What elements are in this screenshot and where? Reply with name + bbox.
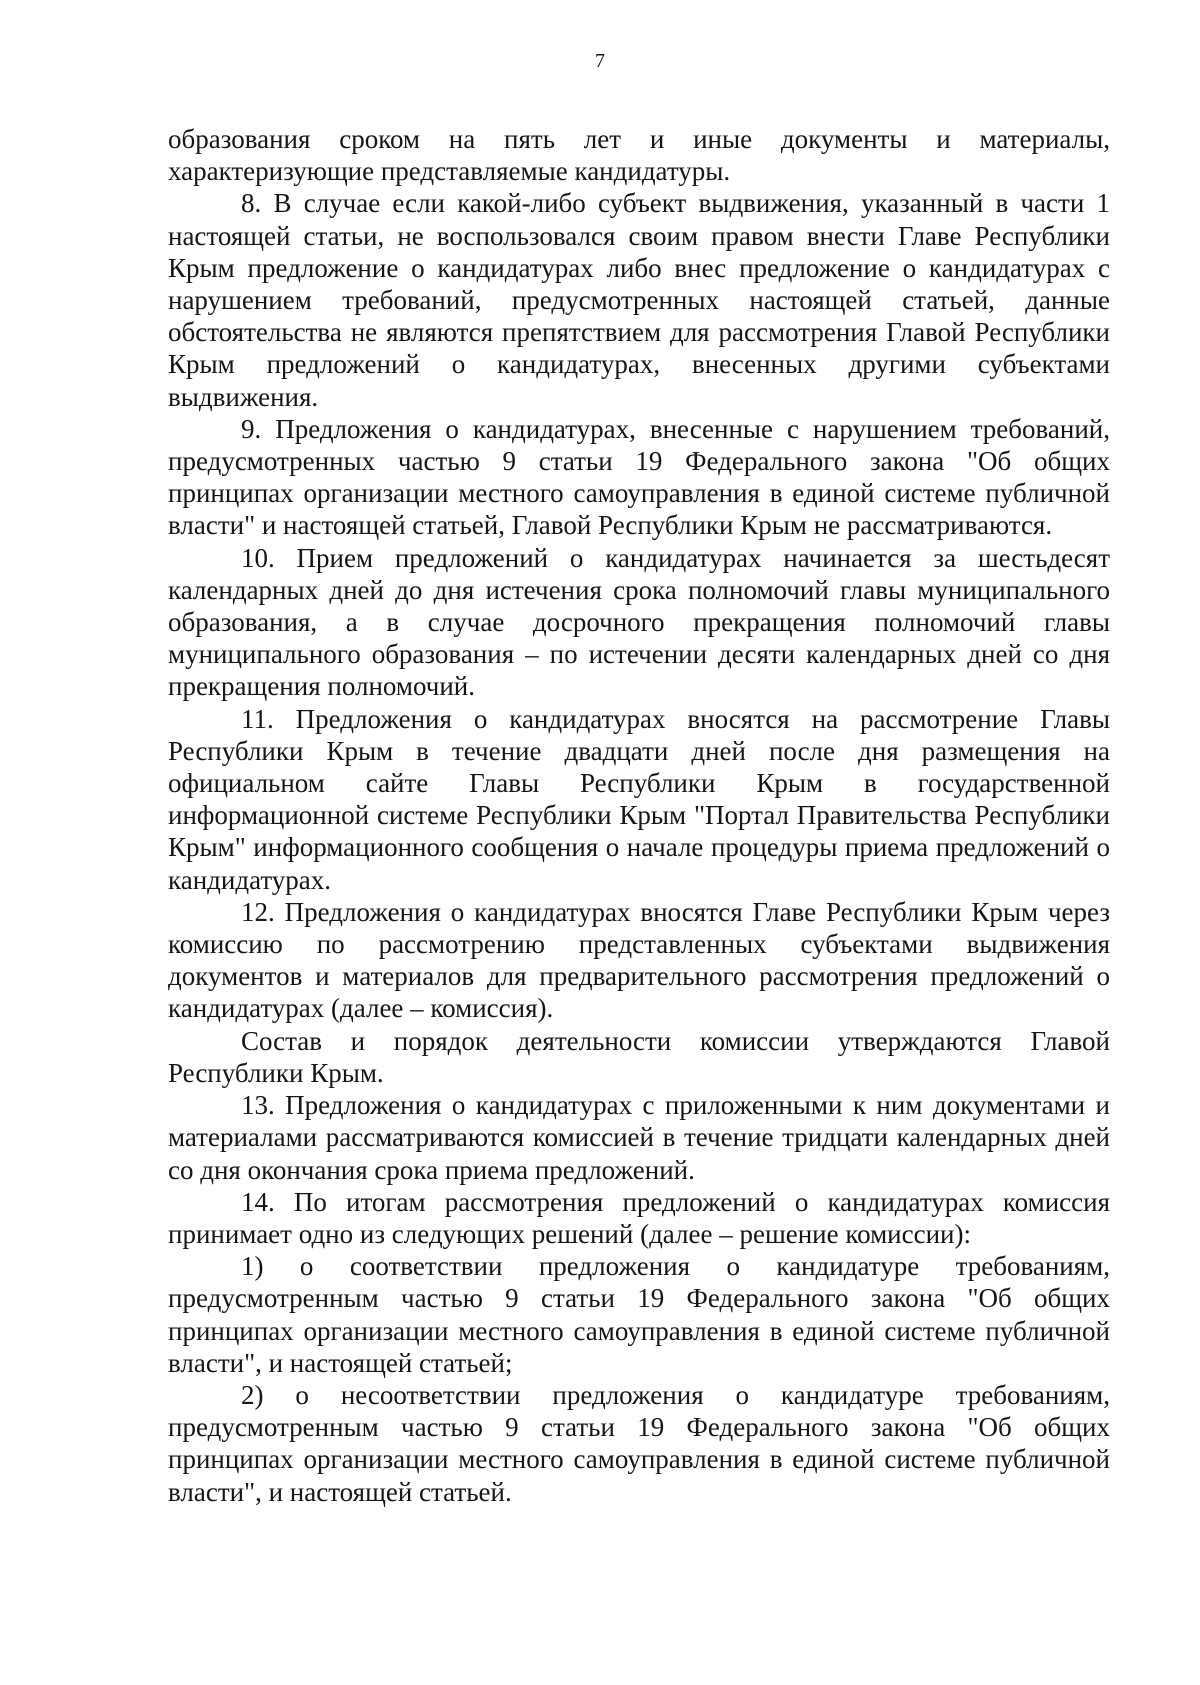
paragraph-12: 12. Предложения о кандидатурах вносятся Главе Республики Крым через комиссию по рассмотрению представленных субъектами выдвижения документов и материалов для предварительного рассмотрения предложений о кандидатурах (далее – комиссия). — [168, 896, 1110, 1024]
paragraph-14: 14. По итогам рассмотрения предложений о кандидатурах комиссия принимает одно из следующих решений (далее – решение комиссии): — [168, 1186, 1110, 1249]
paragraph-14-item-2: 2) о несоответствии предложения о кандидатуре требованиям, предусмотренным частью 9 статьи 19 Федерального закона "Об общих принципах организации местного самоуправления в единой системе публичной власти", и настоящей статьей. — [168, 1379, 1110, 1507]
paragraph-9: 9. Предложения о кандидатурах, внесенные с нарушением требований, предусмотренных частью 9 статьи 19 Федерального закона "Об общих принципах организации местного самоуправления в единой системе публичной власти" и настоящей статьей, Главой Республики Крым не рассматриваются. — [168, 413, 1110, 541]
paragraph-12-composition: Состав и порядок деятельности комиссии утверждаются Главой Республики Крым. — [168, 1025, 1110, 1088]
paragraph-11: 11. Предложения о кандидатурах вносятся на рассмотрение Главы Республики Крым в течение двадцати дней после дня размещения на официальном сайте Главы Республики Крым в государственной информационной системе Республики Крым "Портал Правительства Республики Крым" информационного сообщения о начале процедуры приема предложений о кандидатурах. — [168, 703, 1110, 895]
document-body — [168, 123, 1110, 1508]
paragraph-continuation: образования сроком на пять лет и иные документы и материалы, характеризующие представляемые кандидатуры. — [168, 124, 1110, 187]
paragraph-14-item-1: 1) о соответствии предложения о кандидатуре требованиям, предусмотренным частью 9 статьи 19 Федерального закона "Об общих принципах организации местного самоуправления в единой системе публичной власти", и настоящей статьей; — [168, 1251, 1110, 1378]
paragraph-13: 13. Предложения о кандидатурах с приложенными к ним документами и материалами рассматриваются комиссией в течение тридцати календарных дней со дня окончания срока приема предложений. — [168, 1090, 1110, 1185]
page-number: 7 — [595, 50, 605, 72]
paragraph-10: 10. Прием предложений о кандидатурах начинается за шестьдесят календарных дней до дня истечения срока полномочий главы муниципального образования, а в случае досрочного прекращения полномочий главы муниципального образования – по истечении десяти календарных дней со дня прекращения полномочий. — [168, 542, 1110, 702]
paragraph-8: 8. В случае если какой-либо субъект выдвижения, указанный в части 1 настоящей статьи, не воспользовался своим правом внести Главе Республики Крым предложение о кандидатурах либо внес предложение о кандидатурах с нарушением требований, предусмотренных настоящей статьей, данные обстоятельства не являются препятствием для рассмотрения Главой Республики Крым предложений о кандидатурах, внесенных другими субъектами выдвижения. — [168, 188, 1110, 412]
